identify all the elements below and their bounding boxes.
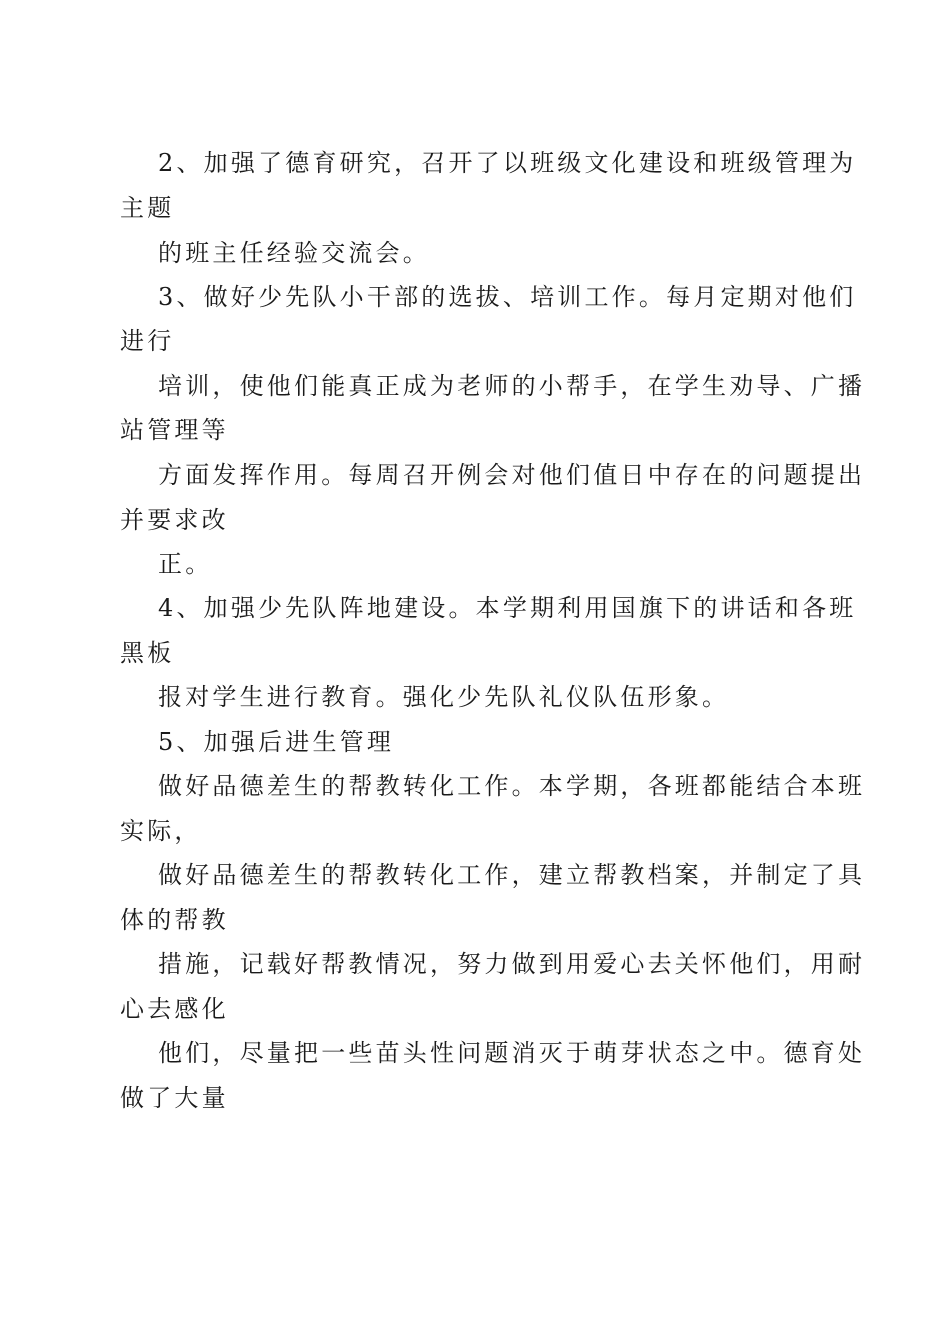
text-line: 5、加强后进生管理 xyxy=(158,728,395,756)
text-line: 他们，尽量把一些苗头性问题消灭于萌芽状态之中。德育处 xyxy=(158,1039,866,1067)
text-line: 措施，记载好帮教情况，努力做到用爱心去关怀他们，用耐 xyxy=(158,950,866,978)
text-line: 体的帮教 xyxy=(120,906,229,934)
text-line: 做好品德差生的帮教转化工作，建立帮教档案，并制定了具 xyxy=(158,861,866,889)
text-line: 方面发挥作用。每周召开例会对他们值日中存在的问题提出 xyxy=(158,461,866,489)
text-line: 站管理等 xyxy=(120,416,229,444)
text-line: 实际， xyxy=(120,817,202,845)
text-line: 做好品德差生的帮教转化工作。本学期，各班都能结合本班 xyxy=(158,772,866,800)
text-line: 主题 xyxy=(120,194,175,222)
text-line: 培训，使他们能真正成为老师的小帮手，在学生劝导、广播 xyxy=(158,372,866,400)
text-line: 进行 xyxy=(120,327,175,355)
text-line: 2、加强了德育研究，召开了以班级文化建设和班级管理为 xyxy=(158,149,857,177)
text-line: 做了大量 xyxy=(120,1084,229,1112)
text-line: 的班主任经验交流会。 xyxy=(158,239,430,267)
text-line: 4、加强少先队阵地建设。本学期利用国旗下的讲话和各班 xyxy=(158,594,857,622)
text-line: 3、做好少先队小干部的选拔、培训工作。每月定期对他们 xyxy=(158,283,857,311)
text-line: 正。 xyxy=(158,550,213,578)
text-line: 并要求改 xyxy=(120,506,229,534)
text-line: 黑板 xyxy=(120,639,175,667)
text-line: 报对学生进行教育。强化少先队礼仪队伍形象。 xyxy=(158,683,730,711)
text-line: 心去感化 xyxy=(120,995,229,1023)
